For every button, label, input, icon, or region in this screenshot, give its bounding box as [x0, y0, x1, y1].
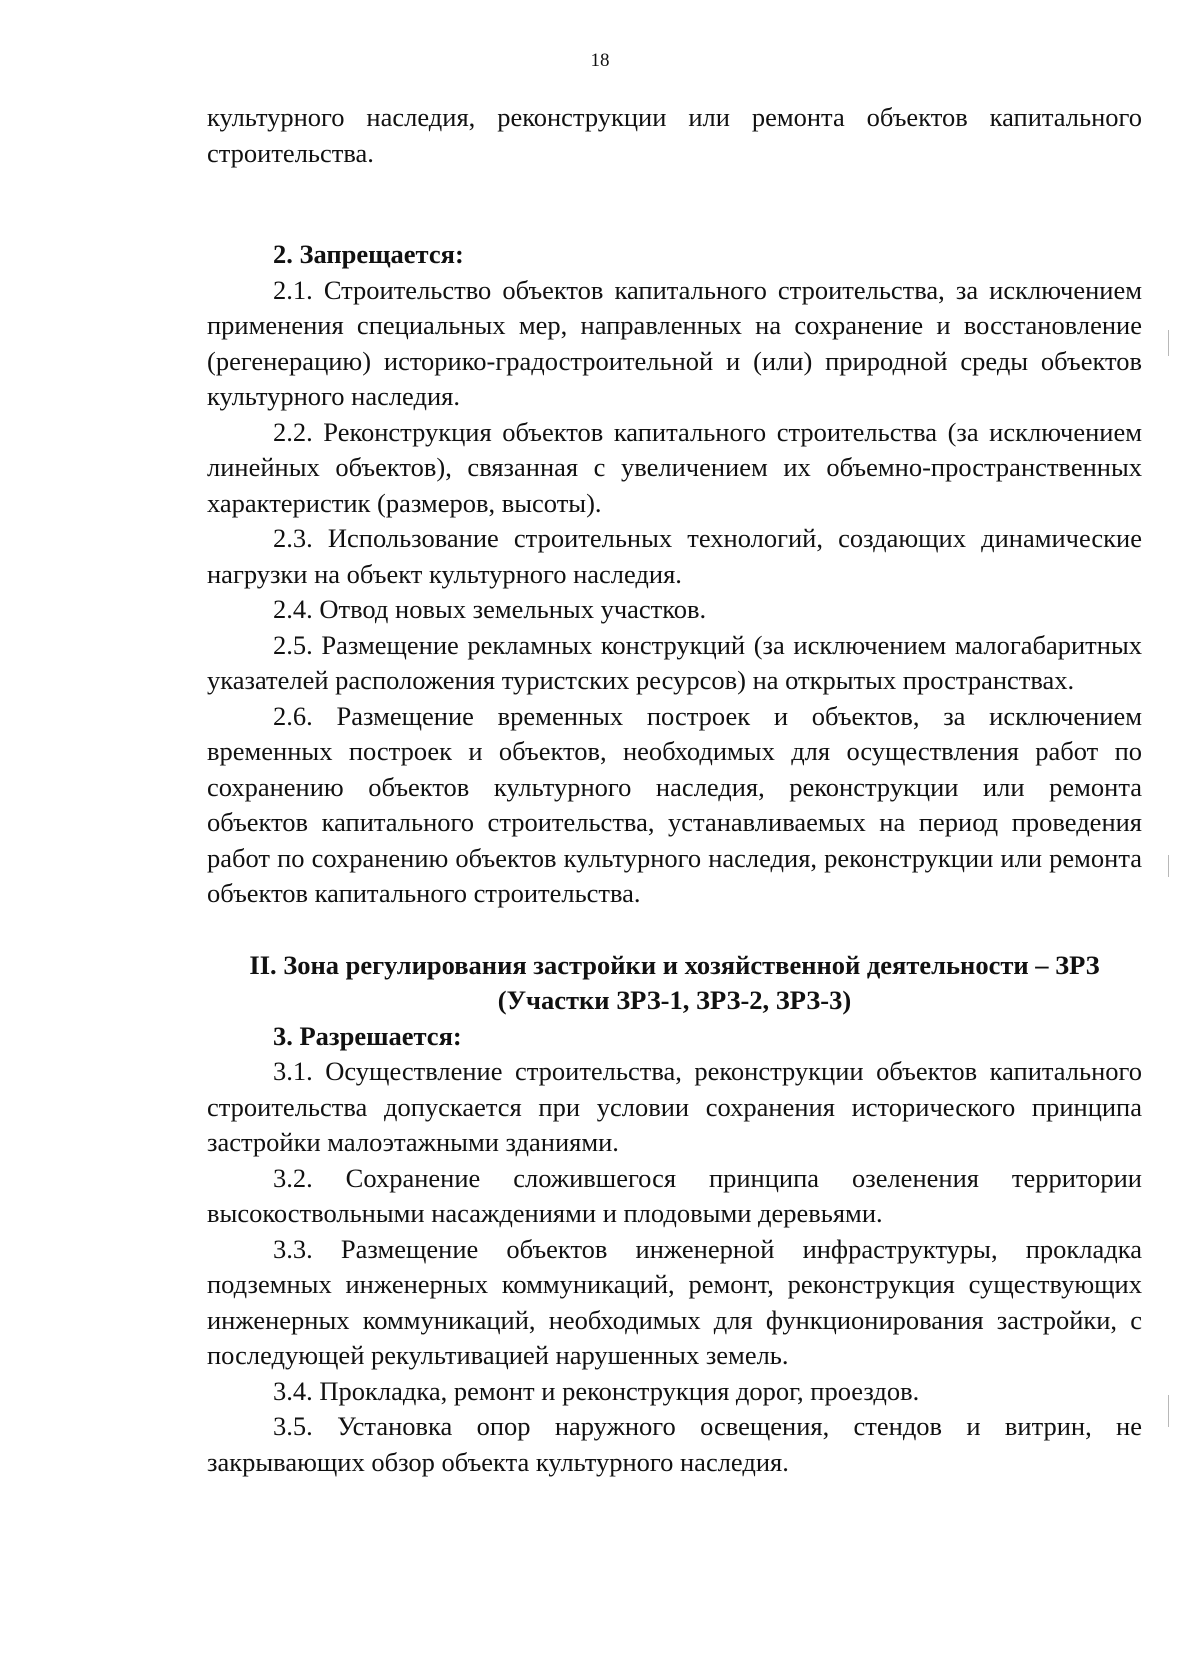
scan-artifact: [1168, 1395, 1169, 1427]
section-2-item: 2.4. Отвод новых земельных участков.: [273, 594, 707, 624]
document-body: [207, 100, 1142, 1480]
section-3-item: 3.4. Прокладка, ремонт и реконструкция дорог, проездов.: [273, 1375, 920, 1406]
continuation-paragraph: культурного наследия, реконструкции или ремонта объектов капитального строительства.: [207, 102, 1142, 168]
zone-title-line1: II. Зона регулирования застройки и хозяйственной деятельности – ЗРЗ: [249, 949, 1100, 980]
section-3-item: 3.3. Размещение объектов инженерной инфраструктуры, прокладка подземных инженерных коммуникаций, ремонт, реконструкция существующих инженерных коммуникаций, необходимых для функционирования застройки, с последующей рекультивацией нарушенных земель.: [207, 1233, 1142, 1370]
section-2-heading: 2. Запрещается:: [273, 239, 464, 269]
section-3-item: 3.5. Установка опор наружного освещения, стендов и витрин, не закрывающих обзор объекта культурного наследия.: [207, 1411, 1142, 1477]
section-2-item: 2.2. Реконструкция объектов капитального строительства (за исключением линейных объектов), связанная с увеличением их объемно-пространственных характеристик (размеров, высоты).: [207, 416, 1142, 518]
scan-artifact: [1168, 855, 1169, 877]
zone-title-line2: (Участки ЗРЗ-1, ЗРЗ-2, ЗРЗ-3): [497, 985, 852, 1015]
section-3-item: 3.1. Осуществление строительства, реконструкции объектов капитального строительства допускается при условии сохранения исторического принципа застройки малоэтажными зданиями.: [207, 1056, 1142, 1157]
zone-title: [207, 948, 1142, 1019]
section-2-item: 2.3. Использование строительных технологий, создающих динамические нагрузки на объект культурного наследия.: [207, 523, 1142, 589]
section-2-item: 2.5. Размещение рекламных конструкций (за исключением малогабаритных указателей расположения туристских ресурсов) на открытых пространствах.: [207, 629, 1142, 695]
section-2-item: 2.1. Строительство объектов капитального строительства, за исключением применения специальных мер, направленных на сохранение и восстановление (регенерацию) историко-градостроительной и (или) природной среды объектов культурного наследия.: [207, 274, 1142, 411]
page-number: 18: [590, 50, 610, 71]
spacer: [207, 171, 1142, 237]
section-2-item: 2.6. Размещение временных построек и объектов, за исключением временных построек и объектов, необходимых для осуществления работ по сохранению объектов культурного наследия, реконструкции или ремонта объектов капитального строительства, устанавливаемых на период проведения работ по сохранению объектов культурного наследия, реконструкции или ремонта объектов капитального строительства.: [207, 700, 1142, 908]
spacer: [207, 912, 1142, 948]
section-3-heading: 3. Разрешается:: [273, 1020, 462, 1051]
scan-artifact: [1168, 330, 1169, 356]
section-3-item: 3.2. Сохранение сложившегося принципа озеленения территории высокоствольными насаждениями и плодовыми деревьями.: [207, 1162, 1142, 1228]
